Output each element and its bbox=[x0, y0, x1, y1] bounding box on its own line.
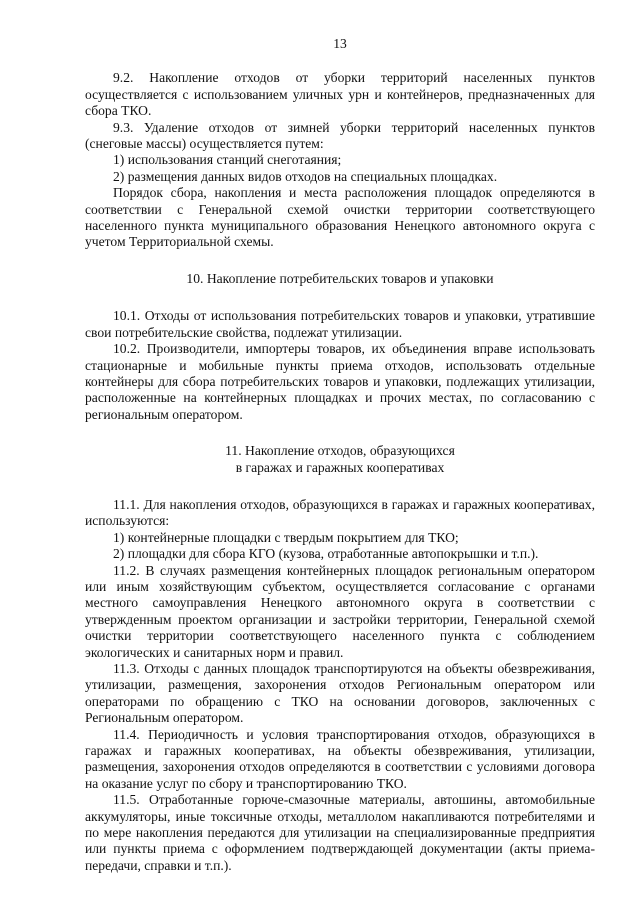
paragraph: 11.4. Периодичность и условия транспортирования отходов, образующихся в гаражах и гаражных кооперативах, на объекты обезвреживания, утилизации, размещения, захоронения отходов определяются в соответствии с условиями договора на оказание услуг по сбору и транспортированию ТКО. bbox=[85, 726, 595, 791]
page-number: 13 bbox=[333, 36, 347, 51]
document-page bbox=[85, 36, 595, 874]
paragraph: 9.3. Удаление отходов от зимней уборки территорий населенных пунктов (снеговые массы) осуществляется путем: bbox=[85, 119, 595, 152]
paragraph: Порядок сбора, накопления и места расположения площадок определяются в соответствии с Генеральной схемой очистки территории соответствующего населенного пункта муниципального образования Ненецкого автономного округа с учетом Территориальной схемы. bbox=[85, 185, 595, 250]
list-item: 2) площадки для сбора КГО (кузова, отработанные автопокрышки и т.п.). bbox=[113, 546, 539, 562]
paragraph: 10.2. Производители, импортеры товаров, их объединения вправе использовать стационарные и мобильные пункты приема отходов, использовать отдельные контейнеры для сбора потребительских товаров и упаковки, подлежащих утилизации, расположенные на контейнерных площадках и прочих местах, по согласованию с региональным оператором. bbox=[85, 341, 595, 422]
section-heading bbox=[85, 271, 595, 287]
paragraph: 10.1. Отходы от использования потребительских товаров и упаковки, утратившие свои потребительские свойства, подлежат утилизации. bbox=[85, 308, 595, 340]
section-s9 bbox=[85, 70, 595, 250]
section-heading-line: 11. Накопление отходов, образующихся bbox=[225, 443, 455, 459]
list-item: 1) контейнерные площадки с твердым покрытием для ТКО; bbox=[113, 529, 459, 545]
paragraph: 9.2. Накопление отходов от уборки территорий населенных пунктов осуществляется с использованием уличных урн и контейнеров, предназначенных для сбора ТКО. bbox=[85, 70, 595, 119]
list-item: 1) использования станций снеготаяния; bbox=[113, 152, 342, 168]
section-s11 bbox=[85, 443, 595, 874]
section-heading-line: 10. Накопление потребительских товаров и упаковки bbox=[186, 270, 494, 286]
paragraph: 11.2. В случаях размещения контейнерных площадок региональным оператором или иным хозяйствующим субъектом, осуществляется согласование с органами местного самоуправления Ненецкого автономного округа в соответствии с утвержденным проектом организации и застройки территории, Генеральной схемой очистки территории соответствующего населенного пункта с соблюдением экологических и санитарных норм и правил. bbox=[85, 562, 595, 660]
list-item: 2) размещения данных видов отходов на специальных площадках. bbox=[113, 168, 498, 184]
document-body bbox=[85, 70, 595, 874]
paragraph: 11.5. Отработанные горюче-смазочные материалы, автошины, автомобильные аккумуляторы, иные токсичные отходы, металлолом накапливаются потребителями и по мере накопления передаются для утилизации на специализированные предприятия или пункты приема с оформлением подтверждающей документации (акты приема-передачи, справки и т.п.). bbox=[85, 792, 595, 873]
paragraph: 11.1. Для накопления отходов, образующихся в гаражах и гаражных кооперативах, используются: bbox=[85, 496, 595, 529]
paragraph: 11.3. Отходы с данных площадок транспортируются на объекты обезвреживания, утилизации, размещения, захоронения отходов Региональным оператором или операторами по обращению с ТКО на основании договоров, заключенных с Региональным оператором. bbox=[85, 661, 595, 726]
section-heading bbox=[85, 443, 595, 476]
section-heading-line: в гаражах и гаражных кооперативах bbox=[235, 459, 445, 475]
section-s10 bbox=[85, 271, 595, 423]
